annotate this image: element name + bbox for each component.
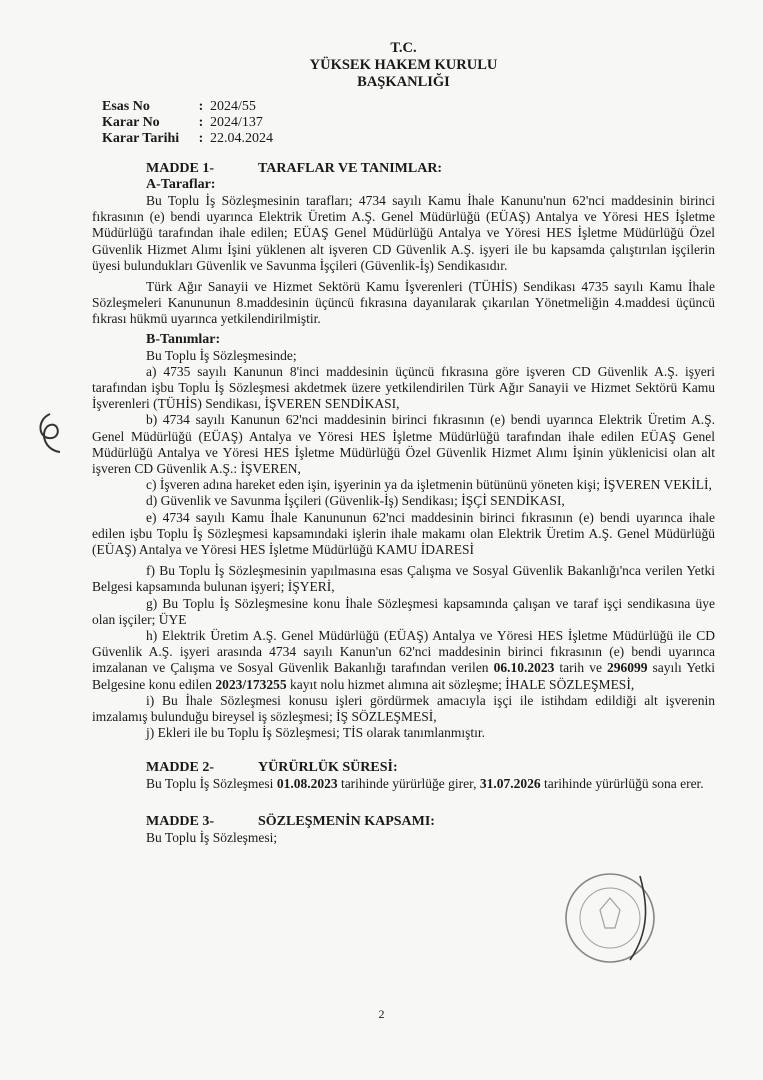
paragraph-tanimlar-intro: Bu Toplu İş Sözleşmesinde; bbox=[146, 347, 297, 363]
meta-value: 2024/55 bbox=[210, 99, 256, 114]
definition-j: j) Ekleri ile bu Toplu İş Sözleşmesi; TİS olarak tanımlanmıştır. bbox=[146, 725, 486, 741]
madde-title: TARAFLAR VE TANIMLAR: bbox=[258, 161, 443, 176]
meta-key: Karar No bbox=[102, 115, 160, 130]
paragraph-taraflar-2: Türk Ağır Sanayii ve Hizmet Sektörü Kamu İşverenleri (TÜHİS) Sendikası 4735 sayılı Kamu İhale Sözleşmeleri Kanununun 8.maddesinin üçüncü fıkrasına dayanılarak çıkarılan Yönetmeliğin 4.maddesi üçüncü fıkrası hükmü uyarınca yetkilendirilmiştir. bbox=[92, 279, 715, 327]
definition-b: b) 4734 sayılı Kanunun 62'nci maddesinin birinci fıkrasının (e) bendi uyarınca Elektrik Üretim A.Ş. Genel Müdürlüğü (EÜAŞ) Antalya ve Yöresi HES İşletme Müdürlüğü tarafından ihale edilen EÜAŞ Genel Müdürlüğü Antalya ve Yöresi HES İşletme Müdürlüğü Özel Güvenlik Hizmet Alımı İşinin yüklenicisi olan alt işveren CD Güvenlik A.Ş.: İŞVEREN, bbox=[92, 412, 715, 477]
definition-a: a) 4735 sayılı Kanunun 8'inci maddesinin üçüncü fıkrasına göre işveren CD Güvenlik A.Ş. işyeri tarafından işbu Toplu İş Sözleşmesi akdetmek üzere yetkilendirilen Türk Ağır Sanayii ve Hizmet Sektörü Kamu İşverenleri (TÜHİS) Sendikası, İŞVEREN SENDİKASI, bbox=[92, 363, 715, 412]
meta-value: 22.04.2024 bbox=[210, 131, 273, 146]
header-line-baskanlik: BAŞKANLIĞI bbox=[357, 74, 450, 90]
madde-2-heading bbox=[146, 760, 715, 776]
madde-number: MADDE 3- bbox=[146, 813, 215, 829]
madde-3-heading bbox=[146, 814, 715, 830]
madde-number: MADDE 1- bbox=[146, 161, 215, 176]
meta-row-tarih: Karar Tarihi : 22.04.2024 bbox=[102, 131, 273, 146]
definition-e: e) 4734 sayılı Kamu İhale Kanununun 62'nci maddesinin birinci fıkrasının (e) bendi uyarınca ihale edilen işbu Toplu İş Sözleşmesi kapsamındaki işlerin ihale makamı olan Elektrik Üretim A.Ş. Genel Müdürlüğü (EÜAŞ) Antalya ve Yöresi HES İşletme Müdürlüğü KAMU İDARESİ bbox=[92, 509, 715, 558]
madde-1-heading bbox=[146, 161, 715, 177]
definition-d: d) Güvenlik ve Savunma İşçileri (Güvenlik-İş) Sendikası; İŞÇİ SENDİKASI, bbox=[146, 493, 565, 509]
madde-title: SÖZLEŞMENİN KAPSAMI: bbox=[258, 813, 435, 829]
madde-number: MADDE 2- bbox=[146, 759, 215, 775]
official-seal-stamp bbox=[560, 868, 660, 968]
definition-c: c) İşveren adına hareket eden işin, işyerinin ya da işletmenin bütününü yöneten kişi; İŞVEREN VEKİLİ, bbox=[146, 477, 712, 493]
end-date: 31.07.2026 bbox=[479, 775, 541, 791]
meta-value: 2024/137 bbox=[210, 115, 263, 130]
definition-g: g) Bu Toplu İş Sözleşmesine konu İhale Sözleşmesi kapsamında çalışan ve taraf işçi sendikasına üye olan işçiler; ÜYE bbox=[92, 595, 715, 627]
meta-row-karar: Karar No : 2024/137 bbox=[102, 115, 263, 130]
definition-f: f) Bu Toplu İş Sözleşmesinin yapılmasına esas Çalışma ve Sosyal Güvenlik Bakanlığı'nca verilen Yetki Belgesi kapsamında bulunan işyeri; İŞYERİ, bbox=[92, 563, 715, 595]
section-a-title: A-Taraflar: bbox=[146, 177, 216, 192]
document-header bbox=[92, 40, 715, 91]
definition-i: i) Bu İhale Sözleşmesi konusu işleri gördürmek amacıyla işçi ile istihdam edildiği alt işverenin imzalamış bulunduğu bireysel iş sözleşmesi; İŞ SÖZLEŞMESİ, bbox=[92, 692, 715, 725]
registry-number: 2023/173255 bbox=[215, 676, 287, 692]
definition-h: h) Elektrik Üretim A.Ş. Genel Müdürlüğü (EÜAŞ) Antalya ve Yöresi HES İşletme Müdürlüğü ile CD Güvenlik A.Ş. işyeri arasında 4734 sayılı Kanun'un 62'nci maddesinin birinci fıkrasının (e) bendi uyarınca imzalanan ve Çalışma ve Sosyal Güvenlik Bakanlığı tarafından verilen 06.10.2023 tarih ve 296099 sayılı Yetki Belgesine konu edilen 2023/173255 kayıt nolu hizmet alımına ait sözleşme; İHALE SÖZLEŞMESİ, bbox=[92, 628, 715, 692]
header-line-tc: T.C. bbox=[390, 40, 417, 56]
paragraph-kapsam: Bu Toplu İş Sözleşmesi; bbox=[146, 829, 278, 845]
meta-key: Esas No bbox=[102, 99, 150, 114]
start-date: 01.08.2023 bbox=[276, 775, 338, 791]
paragraph-yururluk: Bu Toplu İş Sözleşmesi 01.08.2023 tarihinde yürürlüğe girer, 31.07.2026 tarihinde yürürlüğü sona erer. bbox=[146, 775, 704, 791]
paragraph-taraflar-1: Bu Toplu İş Sözleşmesinin tarafları; 4734 sayılı Kamu İhale Kanunu'nun 62'nci maddesinin birinci fıkrasının (e) bendi uyarınca Elektrik Üretim A.Ş. Genel Müdürlüğü (EÜAŞ) Antalya ve Yöresi HES İşletme Müdürlüğü tarafından ihale edilen; EÜAŞ Genel Müdürlüğü Antalya ve Yöresi HES İşletme Müdürlüğü Özel Güvenlik Hizmet Alımı İşini yüklenen alt işveren CD Güvenlik A.Ş. işyeri ile bu kapsamda çalıştırılan işçilerin üyesi bulundukları Güvenlik ve Savunma İşçileri (Güvenlik-İş) Sendikasıdır. bbox=[92, 193, 715, 273]
meta-key: Karar Tarihi bbox=[102, 131, 180, 146]
section-b-title: B-Tanımlar: bbox=[146, 331, 221, 347]
case-meta bbox=[102, 99, 715, 147]
page-number: 2 bbox=[378, 1007, 385, 1021]
handwritten-signature bbox=[30, 410, 70, 456]
yetki-number: 296099 bbox=[607, 660, 648, 676]
header-line-kurul: YÜKSEK HAKEM KURULU bbox=[309, 57, 498, 73]
meta-row-esas: Esas No : 2024/55 bbox=[102, 99, 256, 114]
madde-title: YÜRÜRLÜK SÜRESİ: bbox=[258, 759, 398, 775]
yetki-date: 06.10.2023 bbox=[493, 660, 555, 676]
